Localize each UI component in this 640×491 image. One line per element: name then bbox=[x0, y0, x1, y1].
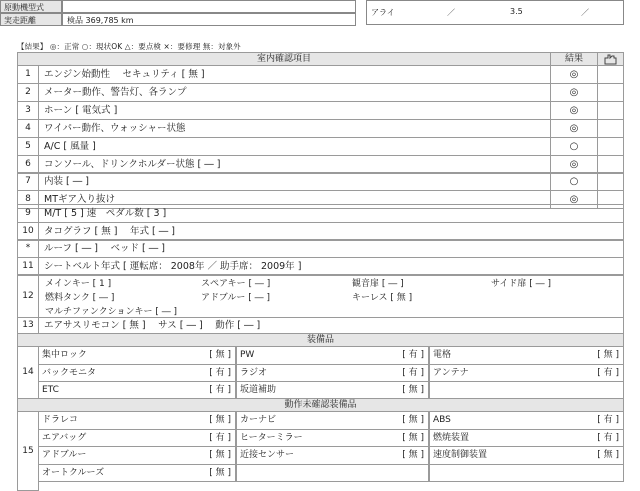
equipment-item-value: [ 無 ] bbox=[369, 429, 429, 448]
equipment-item-value: [ 有 ] bbox=[562, 364, 624, 383]
equipment-item-value bbox=[562, 381, 624, 400]
equipment-item-name: ABS bbox=[429, 411, 562, 430]
wide-row-text: タコグラフ [ 無 ] 年式 [ ― ] bbox=[38, 222, 624, 241]
check-result-mark: ◎ bbox=[550, 83, 598, 102]
equipment-item-value: [ 無 ] bbox=[176, 411, 236, 430]
equipment-item-value: [ 有 ] bbox=[176, 364, 236, 383]
equipment-item-value: [ 有 ] bbox=[176, 381, 236, 400]
result-column-header: 結果 bbox=[550, 52, 598, 66]
equipment-item-value: [ 無 ] bbox=[176, 464, 236, 483]
row-number: 12 bbox=[17, 274, 39, 318]
row-number: 9 bbox=[17, 204, 39, 223]
alignment-label: アライ bbox=[371, 8, 395, 17]
equipment-item-name: カーナビ bbox=[236, 411, 369, 430]
row-number: 13 bbox=[17, 317, 39, 334]
check-item-text: 内装 [ ― ] bbox=[38, 172, 551, 191]
equipment-item-name: ETC bbox=[38, 381, 176, 400]
check-item-text: ホーン [ 電気式 ] bbox=[38, 101, 551, 120]
row-number: 7 bbox=[17, 172, 39, 191]
equipment-item-value: [ 無 ] bbox=[176, 346, 236, 365]
check-note-cell bbox=[597, 137, 624, 156]
equipment-item-name: オートクルーズ bbox=[38, 464, 176, 483]
row-number: 4 bbox=[17, 119, 39, 138]
equipment-item-name: PW bbox=[236, 346, 369, 365]
check-result-mark: ◎ bbox=[550, 190, 598, 209]
equipment-item-name: ドラレコ bbox=[38, 411, 176, 430]
keys-row bbox=[38, 274, 624, 318]
check-item-text: ワイパー動作、ウォッシャー状態 bbox=[38, 119, 551, 138]
equipment-item-name: 電格 bbox=[429, 346, 562, 365]
equipment-item-value: [ 無 ] bbox=[176, 446, 236, 465]
check-result-mark: ◎ bbox=[550, 155, 598, 174]
row-number: 3 bbox=[17, 101, 39, 120]
keyless: キーレス [ 無 ] bbox=[352, 293, 413, 303]
side-door: サイド扉 [ ― ] bbox=[491, 279, 551, 289]
equipment-item-value: [ 無 ] bbox=[562, 446, 624, 465]
row-number: 8 bbox=[17, 190, 39, 209]
equipment-item-value: [ 有 ] bbox=[176, 429, 236, 448]
check-item-text: エンジン始動性 セキュリティ [ 無 ] bbox=[38, 65, 551, 84]
spare-key: スペアキー [ ― ] bbox=[201, 279, 271, 289]
fuel-tank: 燃料タンク [ ― ] bbox=[45, 293, 115, 303]
equipment-item-name: ヒーターミラー bbox=[236, 429, 369, 448]
row-number: 2 bbox=[17, 83, 39, 102]
equipment-item-name: アドブルー bbox=[38, 446, 176, 465]
alignment-value: 3.5 bbox=[510, 7, 523, 16]
check-note-cell bbox=[597, 155, 624, 174]
equipment-item-name: ラジオ bbox=[236, 364, 369, 383]
air-suspension-row: エアサスリモコン [ 無 ] サス [ ― ] 動作 [ ― ] bbox=[38, 317, 624, 334]
equipment-item-value: [ 有 ] bbox=[562, 411, 624, 430]
engine-type-value bbox=[62, 0, 356, 13]
main-key: メインキー [ 1 ] bbox=[45, 279, 112, 289]
equipment-item-value: [ 無 ] bbox=[369, 411, 429, 430]
equipment-item-value: [ 無 ] bbox=[562, 346, 624, 365]
equipment-item-name: 速度制御装置 bbox=[429, 446, 562, 465]
equipment-item-name: アンテナ bbox=[429, 364, 562, 383]
row-number: 5 bbox=[17, 137, 39, 156]
check-item-text: メーター動作、警告灯、各ランプ bbox=[38, 83, 551, 102]
check-result-mark: ◎ bbox=[550, 101, 598, 120]
alignment-box bbox=[366, 0, 624, 25]
hand-icon bbox=[597, 52, 624, 66]
adblue-key: アドブルー [ ― ] bbox=[201, 293, 270, 303]
check-note-cell bbox=[597, 172, 624, 191]
wide-row-text: M/T [ 5 ] 速 ペダル数 [ 3 ] bbox=[38, 204, 624, 223]
row-number: 14 bbox=[17, 346, 39, 399]
equipment-item-value: [ 有 ] bbox=[369, 346, 429, 365]
row-number: 1 bbox=[17, 65, 39, 84]
check-note-cell bbox=[597, 119, 624, 138]
wide-row-text: シートベルト年式 [ 運転席： 2008年 ／ 助手席： 2009年 ] bbox=[38, 257, 624, 276]
equipment-item-name: 近接センサー bbox=[236, 446, 369, 465]
result-legend: 【結果】 ◎：正常 ○：現状OK △：要点検 ×：要修理 無：対象外 bbox=[17, 42, 241, 51]
check-item-text: MTギア入り抜け bbox=[38, 190, 551, 209]
equipment-item-value: [ 有 ] bbox=[562, 429, 624, 448]
check-result-mark: ○ bbox=[550, 172, 598, 191]
equipment-item-name: 集中ロック bbox=[38, 346, 176, 365]
check-note-cell bbox=[597, 101, 624, 120]
equipment-item-name: バックモニタ bbox=[38, 364, 176, 383]
equipment-item-name bbox=[429, 381, 562, 400]
unverified-title: 動作未確認装備品 bbox=[17, 398, 624, 412]
check-result-mark: ○ bbox=[550, 137, 598, 156]
alignment-slash-2: ／ bbox=[581, 8, 589, 17]
equipment-item-value: [ 無 ] bbox=[369, 381, 429, 400]
row-number: 15 bbox=[17, 411, 39, 491]
row-number: 6 bbox=[17, 155, 39, 174]
row-number: 10 bbox=[17, 222, 39, 241]
engine-type-label: 原動機型式 bbox=[0, 0, 62, 13]
rear-door: 観音扉 [ ― ] bbox=[352, 279, 404, 289]
row-number: * bbox=[17, 239, 39, 258]
check-note-cell bbox=[597, 83, 624, 102]
multifunction-key: マルチファンクションキー [ ― ] bbox=[45, 307, 178, 317]
equipment-item-name: 燃焼装置 bbox=[429, 429, 562, 448]
equipment-item-name: 坂道補助 bbox=[236, 381, 369, 400]
equipment-title: 装備品 bbox=[17, 333, 624, 347]
mileage-label: 実走距離 bbox=[0, 13, 62, 26]
vehicle-info bbox=[0, 0, 640, 36]
alignment-slash-1: ／ bbox=[447, 8, 455, 17]
check-item-text: A/C [ 風量 ] bbox=[38, 137, 551, 156]
equipment-item-value: [ 有 ] bbox=[369, 364, 429, 383]
equipment-item-value: [ 無 ] bbox=[369, 446, 429, 465]
mileage-value: 検品 369,785 km bbox=[62, 13, 356, 26]
check-item-text: コンソール、ドリンクホルダー状態 [ ― ] bbox=[38, 155, 551, 174]
check-table-title: 室内確認項目 bbox=[17, 52, 551, 66]
check-result-mark: ◎ bbox=[550, 65, 598, 84]
check-note-cell bbox=[597, 65, 624, 84]
row-number: 11 bbox=[17, 257, 39, 276]
equipment-item-name: エアバッグ bbox=[38, 429, 176, 448]
wide-row-text: ルーフ [ ― ] ベッド [ ― ] bbox=[38, 239, 624, 258]
check-result-mark: ◎ bbox=[550, 119, 598, 138]
